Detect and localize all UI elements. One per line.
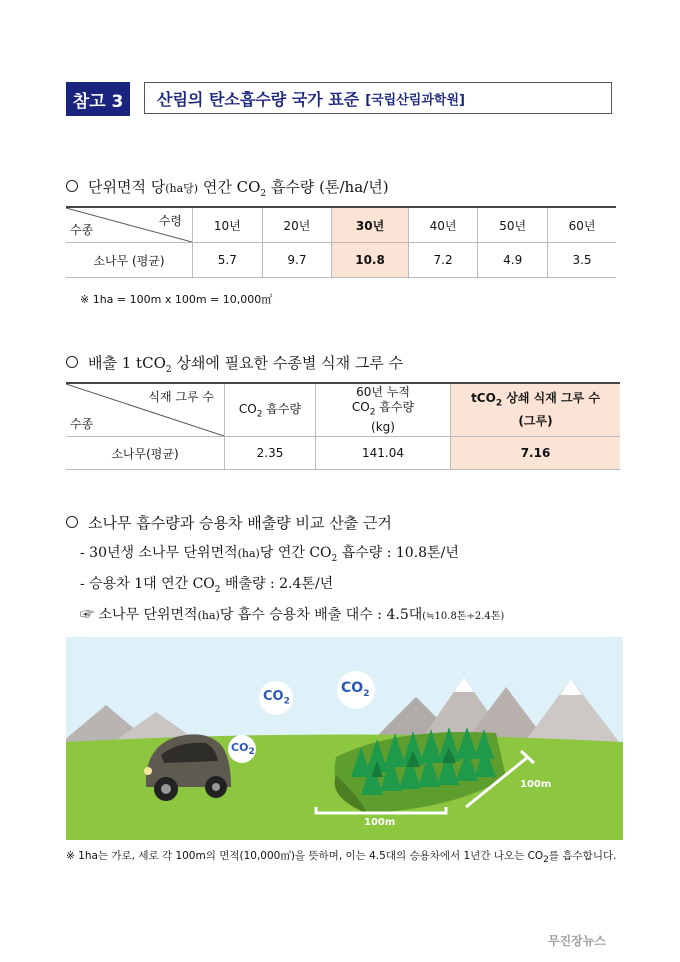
table-row bbox=[66, 437, 620, 470]
reference-badge: 참고 3 bbox=[66, 82, 130, 116]
section2-heading: 배출 1 tCO$_2$ 상쇄에 필요한 수종별 식재 그루 수 bbox=[66, 352, 403, 375]
circle-bullet-icon bbox=[66, 180, 78, 192]
circle-bullet-icon bbox=[66, 356, 78, 368]
calc-line-1: - 30년생 소나무 단위면적(ha)당 연간 $CO_2$ 흡수량 : 10.8톤/년 bbox=[80, 545, 459, 564]
table-header-cell-highlight: 30년 bbox=[332, 207, 408, 243]
table-header-cell: 50년 bbox=[478, 207, 548, 243]
row-label: 소나무 (평균) bbox=[66, 243, 193, 278]
table-corner-cell: 식재 그루 수 수종 bbox=[66, 383, 225, 437]
landscape-illustration bbox=[66, 637, 623, 840]
calc-line-3: ☞ 소나무 단위면적(ha)당 흡수 승용차 배출 대수 : 4.5대(≒10.8톤÷2.4톤) bbox=[80, 607, 505, 623]
co2-label: $CO_2$ bbox=[263, 689, 290, 707]
co2-label: $CO_2$ bbox=[231, 741, 255, 758]
table-header-row bbox=[66, 383, 620, 437]
page-title: 산림의 탄소흡수량 국가 표준 bbox=[157, 89, 360, 109]
row-label: 소나무(평균) bbox=[66, 437, 225, 470]
table-cell: 9.7 bbox=[262, 243, 332, 278]
page-title-box bbox=[144, 82, 612, 114]
table-header-cell: 60년 bbox=[548, 207, 616, 243]
table-cell: 4.9 bbox=[478, 243, 548, 278]
watermark: 무진장뉴스 bbox=[548, 934, 606, 948]
table-row bbox=[66, 243, 616, 278]
table-header-row bbox=[66, 207, 616, 243]
dimension-label-bottom: 100m bbox=[364, 817, 396, 828]
absorption-by-age-table bbox=[66, 206, 616, 278]
table-cell: 5.7 bbox=[193, 243, 263, 278]
illustration-caption: ※ 1ha는 가로, 세로 각 100m의 면적(10,000㎡)을 뜻하며, 이는 4.5대의 승용차에서 1년간 나오는 $CO_2$를 흡수합니다. bbox=[66, 850, 617, 866]
table-cell: 3.5 bbox=[548, 243, 616, 278]
table-cell-highlight: 7.16 bbox=[451, 437, 621, 470]
forest-car-illustration bbox=[66, 637, 623, 840]
page-title-source: [국립산림과학원] bbox=[365, 92, 465, 108]
table-header-cell-highlight: tCO$_2$ 상쇄 식재 그루 수 (그루) bbox=[451, 383, 621, 437]
planting-count-table bbox=[66, 382, 620, 470]
table-cell: 2.35 bbox=[225, 437, 316, 470]
table-header-cell: 20년 bbox=[262, 207, 332, 243]
section3-heading: 소나무 흡수량과 승용차 배출량 비교 산출 근거 bbox=[66, 512, 392, 533]
table-corner-cell: 수령 수종 bbox=[66, 207, 193, 243]
table-header-cell: $CO_2$ 흡수량 bbox=[225, 383, 316, 437]
table-cell-highlight: 10.8 bbox=[332, 243, 408, 278]
dimension-label-right: 100m bbox=[520, 779, 552, 790]
table-cell: 141.04 bbox=[316, 437, 451, 470]
circle-bullet-icon bbox=[66, 516, 78, 528]
table-cell: 7.2 bbox=[408, 243, 478, 278]
co2-label: $CO_2$ bbox=[341, 680, 370, 699]
calc-line-2: - 승용차 1대 연간 $CO_2$ 배출량 : 2.4톤/년 bbox=[80, 576, 334, 595]
section1-heading: 단위면적 당(ha당) 연간 $CO_2$ 흡수량 (톤/ha/년) bbox=[66, 176, 389, 199]
area-note: ※ 1ha = 100m x 100m = 10,000㎡ bbox=[80, 293, 273, 306]
table-header-cell: 60년 누적 $CO_2$ 흡수량 (kg) bbox=[316, 383, 451, 437]
table-header-cell: 10년 bbox=[193, 207, 263, 243]
table-header-cell: 40년 bbox=[408, 207, 478, 243]
